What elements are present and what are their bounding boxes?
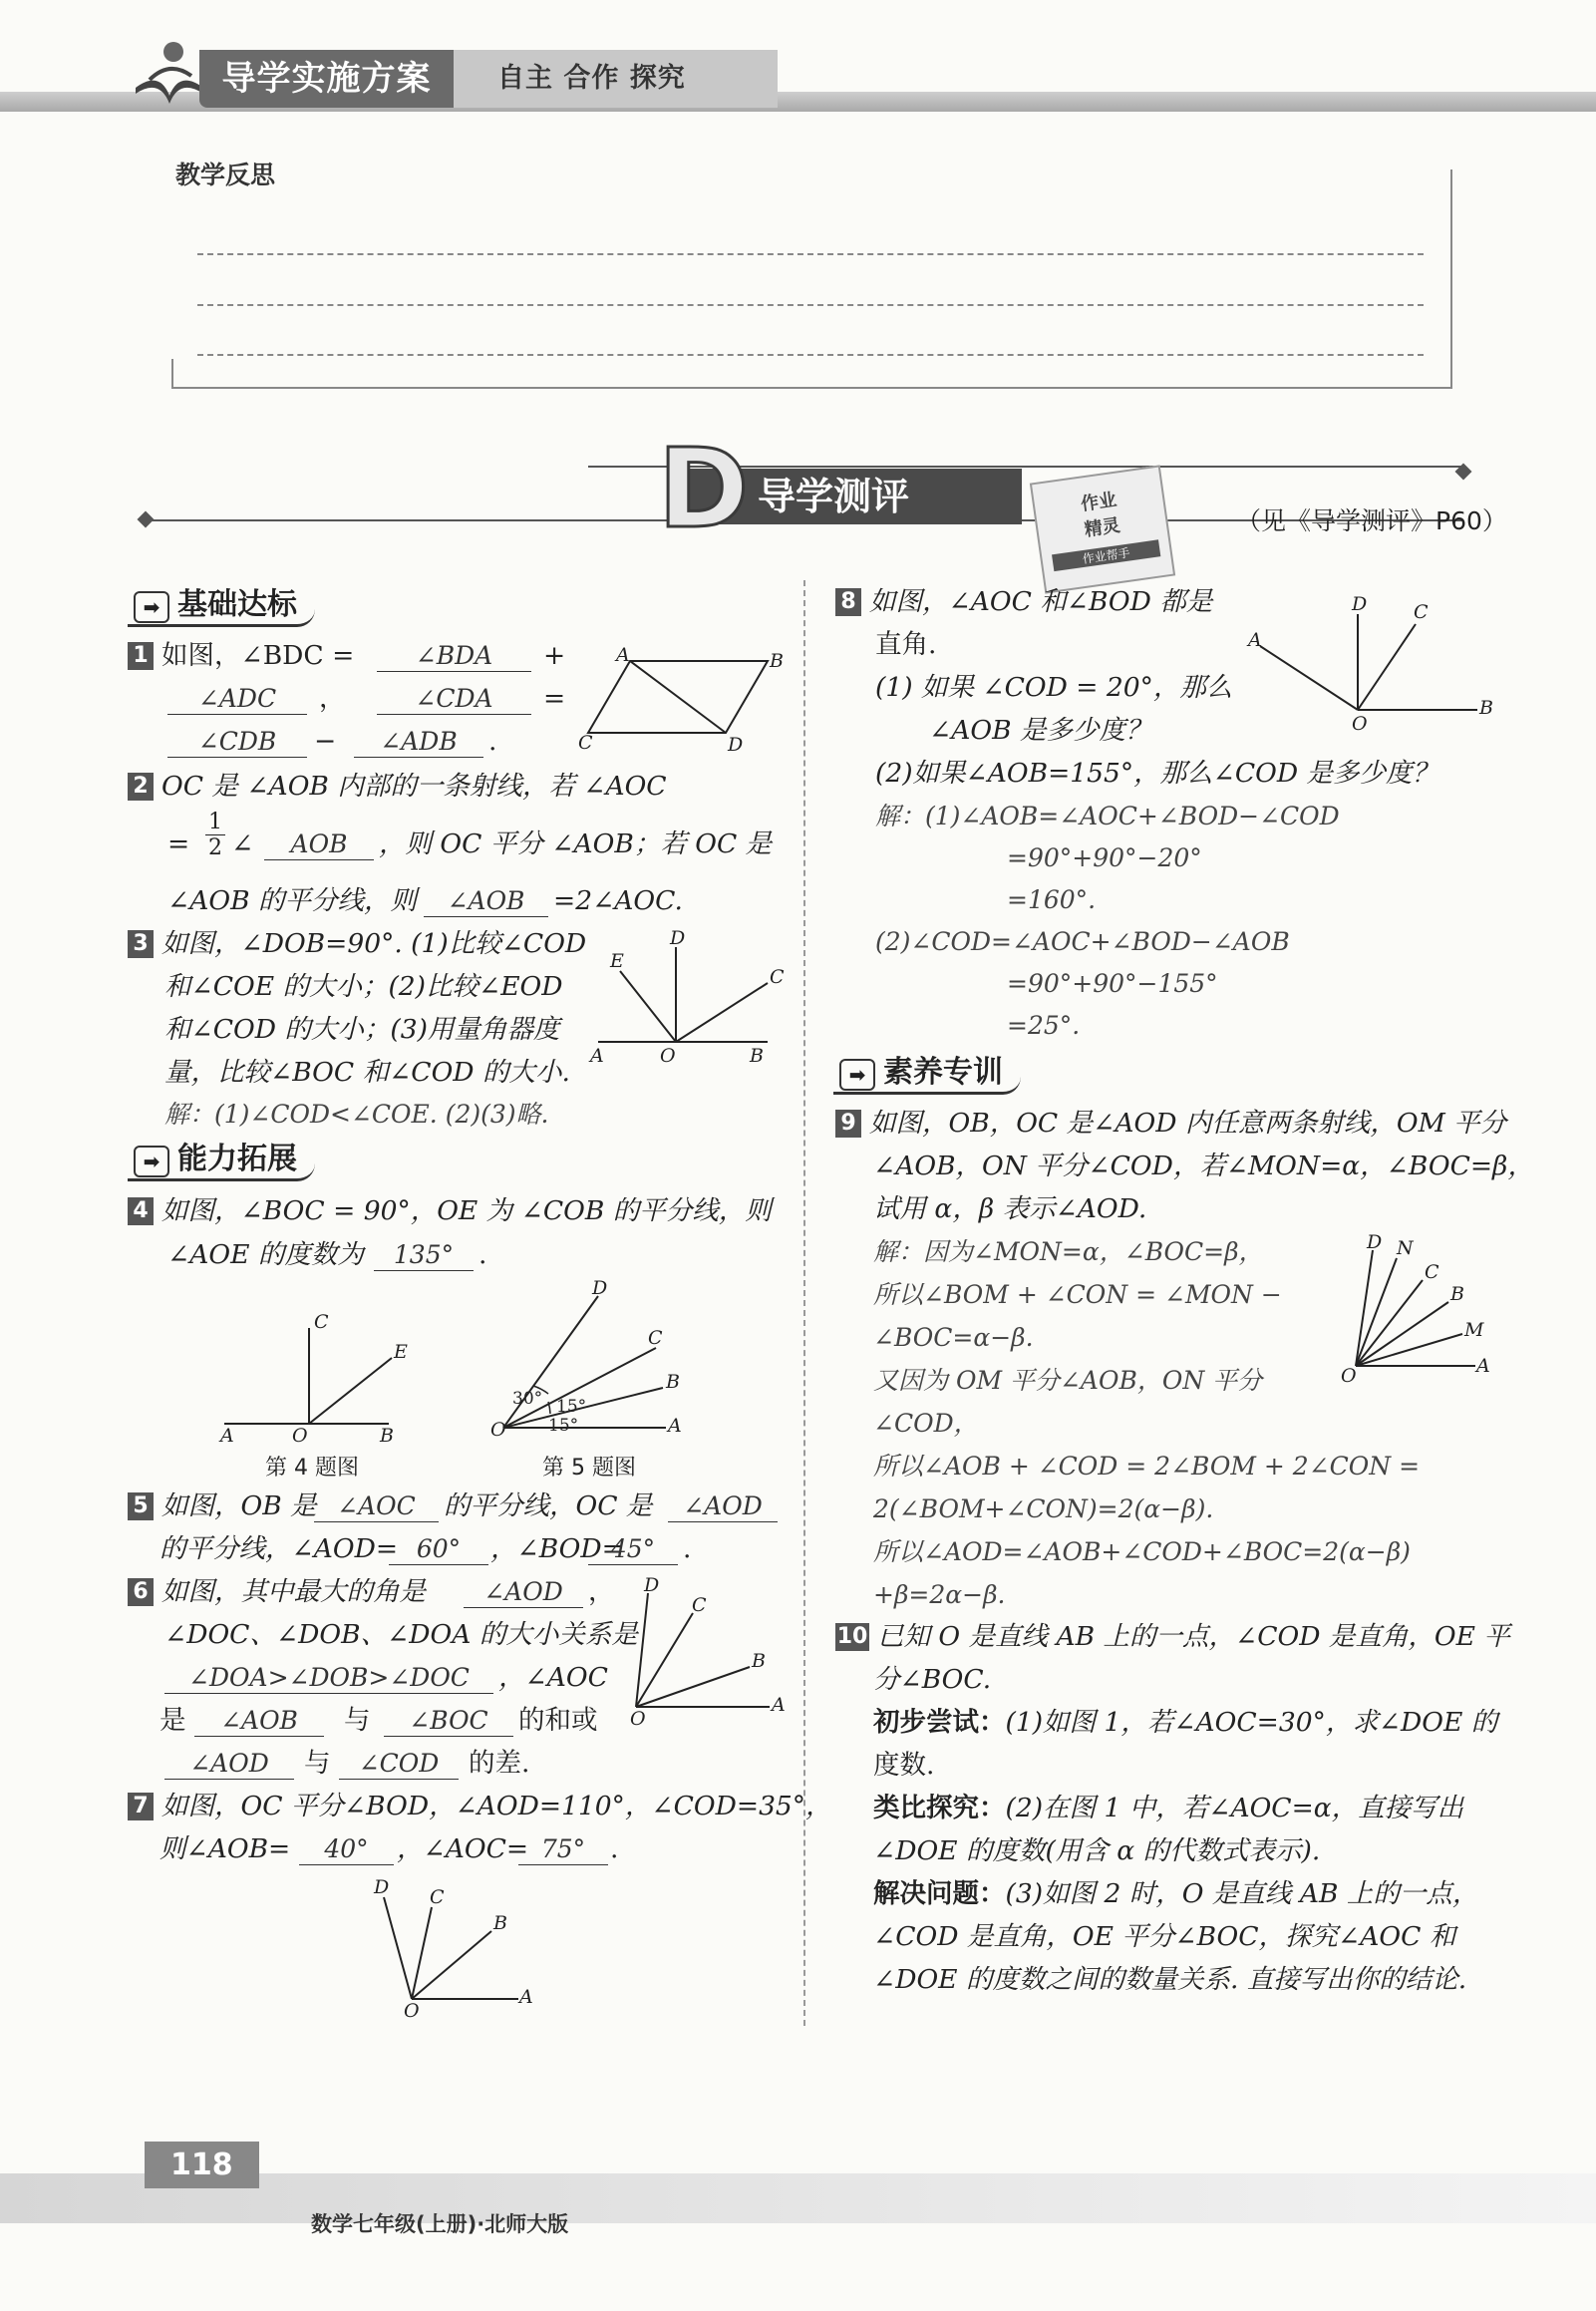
text: ，: [588, 1576, 615, 1607]
label-B: B: [770, 650, 784, 672]
answer-blank: ∠AOD: [464, 1577, 583, 1608]
label-E: E: [610, 950, 624, 972]
label-C: C: [578, 732, 593, 754]
problem-10-part1: [873, 1708, 1497, 1738]
text: (2)如果∠AOB=155°，那么∠COD 是多少度？: [875, 758, 1438, 789]
figure-caption: 第 5 题图: [542, 1456, 636, 1481]
problem-3-line1: [128, 929, 586, 959]
figure-p1: [578, 643, 788, 758]
problem-number: 10: [836, 1624, 868, 1649]
problem-number: 7: [128, 1793, 154, 1820]
answer-blank: ∠AOD: [668, 1491, 778, 1522]
text: (3)如图 2 时，O 是直线 AB 上的一点，: [1005, 1878, 1479, 1909]
text: 的差.: [469, 1748, 530, 1779]
figure-p9: [1331, 1231, 1490, 1387]
label-B: B: [750, 1045, 764, 1067]
answer-blank: ∠BOC: [384, 1706, 513, 1737]
diamond-icon: [138, 511, 155, 528]
problem-number: 2: [128, 773, 154, 801]
label-O: O: [660, 1045, 676, 1067]
label-O: O: [490, 1419, 506, 1441]
problem-number: 6: [128, 1578, 154, 1606]
solution: +β=2α−β.: [873, 1580, 1006, 1609]
part-heading: 类比探究：: [873, 1793, 1006, 1823]
solution: =90°+90°−155°: [1007, 969, 1218, 998]
text: −: [314, 726, 337, 757]
label-D: D: [374, 1876, 390, 1898]
problem-number: 4: [128, 1197, 154, 1225]
label-A: A: [772, 1694, 786, 1716]
text: 的和或: [518, 1705, 598, 1736]
problem-7-line1: [128, 1792, 832, 1821]
heading-text: 素养专训: [883, 1055, 1003, 1090]
problem-number: 1: [128, 642, 154, 670]
text: 直角.: [875, 629, 937, 660]
label-N: N: [1397, 1237, 1414, 1259]
text: =: [167, 828, 190, 859]
label-B: B: [493, 1912, 507, 1934]
angle-label: 30°: [512, 1389, 543, 1409]
fraction: [205, 810, 225, 860]
header-title: 导学实施方案: [199, 50, 454, 108]
label-D: D: [728, 734, 744, 756]
answer-blank: ∠BDA: [377, 641, 531, 672]
answer-blank: ∠ADB: [354, 727, 483, 758]
section-letter: D: [658, 425, 750, 552]
text: ，: [319, 683, 346, 714]
text: 则∠AOB=: [160, 1833, 291, 1864]
answer-blank: ∠AOC: [314, 1491, 439, 1522]
page-number: 118: [145, 2142, 259, 2188]
text: ∠AOE 的度数为: [167, 1239, 364, 1270]
part-heading: 初步尝试：: [873, 1707, 1006, 1738]
label-A: A: [616, 644, 630, 666]
stamp-text: 精灵: [1083, 514, 1122, 541]
text: (1)如图 1，若∠AOC=30°，求∠DOE 的: [1005, 1707, 1498, 1738]
text: ∠DOE 的度数之间的数量关系. 直接写出你的结论.: [873, 1964, 1467, 1995]
problem-8-line1: [835, 587, 1212, 617]
problem-number: 9: [835, 1110, 861, 1138]
problem-10-line1: [835, 1622, 1510, 1652]
label-D: D: [670, 927, 686, 949]
label-O: O: [630, 1708, 646, 1730]
label-O: O: [1352, 713, 1368, 735]
problem-4-line1: [128, 1196, 772, 1226]
text: 如图，OB，OC 是∠AOD 内任意两条射线，OM 平分: [869, 1108, 1507, 1139]
stamp-text: 作业: [1079, 489, 1118, 515]
solution: 解：因为∠MON=α，∠BOC=β，: [873, 1237, 1264, 1266]
part-heading: 解决问题：: [873, 1878, 1006, 1909]
label-C: C: [430, 1886, 445, 1908]
text: 如图，∠BDC =: [161, 640, 355, 671]
label-A: A: [1248, 629, 1262, 651]
reflection-frame: [171, 169, 1452, 389]
text: ∠COD 是直角，OE 平分∠BOC，探究∠AOC 和: [873, 1921, 1456, 1952]
answer-blank: 45°: [588, 1534, 678, 1565]
solution: 所以∠AOD=∠AOB+∠COD+∠BOC=2(α−β): [873, 1537, 1411, 1566]
fraction-denominator: 2: [208, 835, 222, 860]
text: (1) 如果 ∠COD = 20°，那么: [875, 672, 1233, 703]
label-C: C: [314, 1311, 329, 1333]
answer-blank: 40°: [299, 1834, 394, 1865]
label-A: A: [519, 1986, 533, 2008]
answer-blank: ∠ADC: [167, 684, 307, 715]
text: .: [610, 1833, 619, 1864]
problem-5-line1: [128, 1491, 317, 1521]
solution: ∠BOC=α−β.: [873, 1323, 1034, 1352]
book-title: 数学七年级(上册)·北师大版: [311, 2212, 569, 2236]
text: .: [683, 1533, 692, 1564]
text: ∠DOC、∠DOB、∠DOA 的大小关系是: [164, 1619, 638, 1650]
stamp-text: 作业帮手: [1052, 539, 1160, 571]
answer-blank: AOB: [264, 829, 374, 860]
label-O: O: [1341, 1365, 1357, 1387]
solution: 解：(1)∠COD<∠COE. (2)(3)略.: [164, 1100, 549, 1129]
problem-number: 5: [128, 1492, 154, 1520]
figure-p8: [1246, 588, 1493, 738]
text: =2∠AOC.: [553, 885, 683, 916]
figure-p6: [618, 1574, 798, 1730]
figure-p4: [214, 1306, 414, 1447]
text: 度数.: [873, 1750, 935, 1781]
text: ，∠BOD=: [490, 1533, 624, 1564]
reference-note: （见《导学测评》P60）: [1236, 506, 1507, 535]
text: 分∠BOC.: [873, 1664, 992, 1695]
text: ∠DOE 的度数(用含 α 的代数式表示).: [873, 1835, 1321, 1866]
text: .: [479, 1239, 487, 1270]
problem-2-line1: [128, 772, 667, 802]
answer-blank: 135°: [374, 1240, 474, 1271]
answer-blank: ∠CDA: [377, 684, 531, 715]
arrow-icon: ➡: [839, 1059, 875, 1091]
text: .: [488, 726, 497, 757]
reflection-line: [197, 253, 1424, 255]
text: 的平分线，OC 是: [444, 1490, 653, 1521]
reflection-label: 教学反思: [175, 156, 285, 191]
text: 如图，∠BOC = 90°，OE 为 ∠COB 的平分线，则: [161, 1195, 772, 1226]
problem-number: 3: [128, 930, 154, 958]
text: ∠AOB 的平分线，则: [167, 885, 417, 916]
label-D: D: [592, 1277, 608, 1299]
answer-blank: ∠AOD: [164, 1749, 294, 1780]
reflection-line: [197, 354, 1424, 356]
label-O: O: [292, 1425, 308, 1447]
text: 与: [344, 1705, 371, 1736]
text: =: [543, 683, 566, 714]
solution: 所以∠BOM + ∠CON = ∠MON −: [873, 1280, 1282, 1309]
text: 和∠COD 的大小；(3)用量角器度: [164, 1014, 560, 1045]
text: 与: [304, 1748, 331, 1779]
heading-text: 能力拓展: [177, 1142, 297, 1176]
figure-caption: 第 4 题图: [265, 1456, 359, 1481]
angle-label: 15°: [556, 1397, 587, 1417]
solution: =160°.: [1007, 885, 1097, 914]
label-B: B: [666, 1371, 680, 1393]
answer-blank: 75°: [518, 1834, 608, 1865]
text: 量，比较∠BOC 和∠COD 的大小.: [164, 1057, 570, 1088]
answer-blank: ∠DOA>∠DOB>∠DOC: [164, 1663, 493, 1694]
text: 已知 O 是直线 AB 上的一点，∠COD 是直角，OE 平: [877, 1621, 1510, 1652]
arrow-icon: ➡: [134, 1146, 169, 1177]
label-M: M: [1464, 1319, 1484, 1341]
solution: =25°.: [1007, 1011, 1081, 1040]
answer-blank: ∠COD: [339, 1749, 459, 1780]
text: 如图，∠DOB=90°. (1)比较∠COD: [161, 928, 587, 959]
angle-label: 15°: [548, 1416, 579, 1436]
label-A: A: [1476, 1355, 1490, 1377]
heading-ability: [128, 1141, 315, 1181]
label-B: B: [752, 1650, 766, 1672]
text: OC 是 ∠AOB 内部的一条射线，若 ∠AOC: [161, 771, 667, 802]
solution: (2)∠COD=∠AOC+∠BOD−∠AOB: [875, 927, 1290, 956]
figure-p7: [364, 1869, 543, 2022]
text: 如图，OB 是: [161, 1490, 317, 1521]
label-A: A: [220, 1425, 234, 1447]
answer-blank: ∠AOB: [424, 886, 548, 917]
label-C: C: [770, 966, 785, 988]
label-B: B: [1450, 1283, 1464, 1305]
header-subtitle: 自主 合作 探究: [454, 50, 778, 108]
text: 如图，其中最大的角是: [161, 1576, 426, 1607]
label-E: E: [394, 1341, 408, 1363]
homework-stamp: [1030, 465, 1175, 593]
text: (2)在图 1 中，若∠AOC=α，直接写出: [1005, 1793, 1464, 1823]
label-B: B: [1479, 697, 1493, 719]
section-title: 导学测评: [688, 469, 1022, 524]
heading-basic: [128, 586, 315, 627]
label-C: C: [1425, 1261, 1439, 1283]
text: 是: [160, 1705, 186, 1736]
label-A: A: [590, 1045, 604, 1067]
text: ∠AOB，ON 平分∠COD，若∠MON=α，∠BOC=β，: [873, 1151, 1534, 1181]
text: 如图，OC 平分∠BOD，∠AOD=110°，∠COD=35°，: [161, 1791, 832, 1821]
text: ，∠AOC=: [397, 1833, 529, 1864]
label-O: O: [404, 2000, 420, 2022]
solution: 所以∠AOB + ∠COD = 2∠BOM + 2∠CON =: [873, 1452, 1421, 1481]
heading-literacy: [833, 1054, 1021, 1095]
problem-9-line1: [835, 1109, 1506, 1139]
reflection-line: [197, 304, 1424, 306]
problem-10-part3: [873, 1879, 1478, 1909]
heading-text: 基础达标: [177, 587, 297, 622]
solution: 解：(1)∠AOB=∠AOC+∠BOD−∠COD: [875, 802, 1340, 830]
label-D: D: [1352, 593, 1368, 615]
answer-blank: ∠CDB: [167, 727, 307, 758]
text: 的平分线，∠AOD=: [160, 1533, 399, 1564]
problem-number: 8: [835, 588, 861, 616]
text: ，则 OC 平分 ∠AOB；若 OC 是: [379, 828, 773, 859]
text: 和∠COE 的大小；(2)比较∠EOD: [164, 971, 563, 1002]
solution: ∠COD，: [873, 1409, 979, 1438]
problem-10-part2: [873, 1794, 1463, 1823]
problem-1-line1: [128, 641, 354, 671]
arrow-icon: ➡: [134, 591, 169, 623]
text: +: [543, 640, 566, 671]
book-logo-icon: [130, 30, 209, 110]
reflection-frame-corner: [171, 359, 173, 387]
solution: =90°+90°−20°: [1007, 843, 1202, 872]
label-C: C: [1414, 601, 1429, 623]
text: 如图，∠AOC 和∠BOD 都是: [869, 586, 1213, 617]
text: ，∠AOC: [498, 1662, 608, 1693]
text: 试用 α，β 表示∠AOD.: [873, 1193, 1147, 1224]
problem-6-line1: [128, 1577, 426, 1607]
label-C: C: [692, 1594, 707, 1616]
figure-p5: [488, 1276, 708, 1444]
solution: 2(∠BOM+∠CON)=2(α−β).: [873, 1494, 1214, 1523]
solution: 又因为 OM 平分∠AOB，ON 平分: [873, 1366, 1263, 1395]
figure-p3: [588, 927, 788, 1067]
label-A: A: [668, 1415, 682, 1437]
text: ∠AOB 是多少度？: [929, 715, 1152, 746]
label-B: B: [380, 1425, 394, 1447]
answer-blank: 60°: [389, 1534, 488, 1565]
label-C: C: [648, 1327, 663, 1349]
fraction-numerator: 1: [205, 810, 225, 835]
label-D: D: [644, 1574, 660, 1596]
text: ∠: [231, 828, 254, 859]
label-D: D: [1367, 1231, 1383, 1253]
answer-blank: ∠AOB: [194, 1706, 324, 1737]
